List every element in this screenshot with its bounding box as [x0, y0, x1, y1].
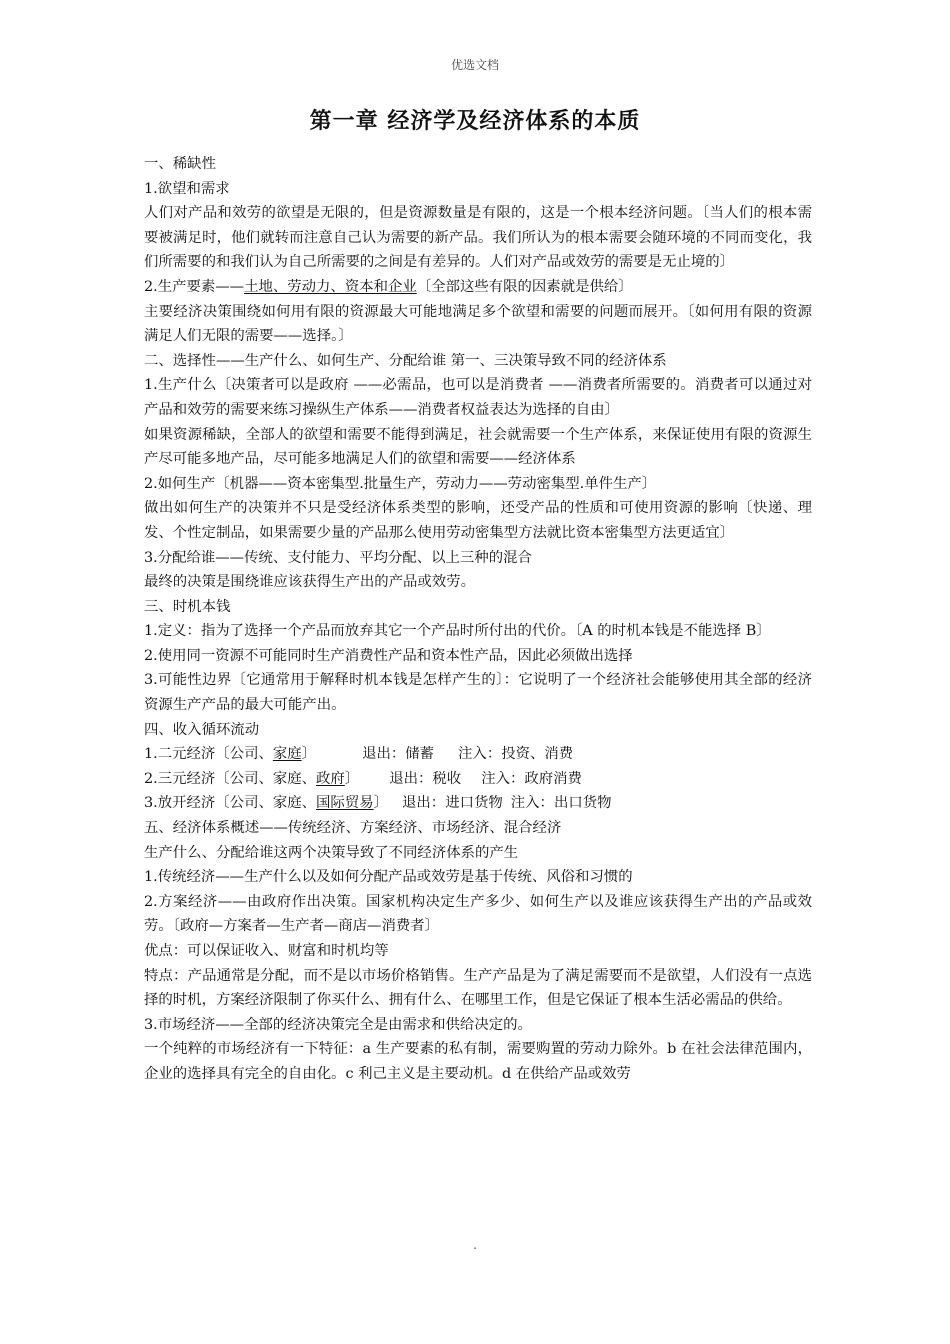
- paragraph: 3.可能性边界〔它通常用于解释时机本钱是怎样产生的〕：它说明了一个经济社会能够使用其全部的经济资源生产产品的最大可能产出。: [144, 672, 812, 714]
- text-run: 3.放开经济〔公司、家庭、: [144, 795, 317, 812]
- underlined-term: 国际贸易: [316, 795, 374, 812]
- document-title: 第一章 经济学及经济体系的本质: [309, 108, 641, 134]
- subsection-heading: 1.欲望和需求: [144, 180, 230, 197]
- paragraph: 2.如何生产〔机器——资本密集型.批量生产，劳动力——劳动密集型.单件生产〕: [144, 475, 657, 492]
- text-run: 2.生产要素——: [144, 278, 245, 295]
- text-run: 注入：投资、消费: [458, 746, 574, 763]
- paragraph: 如果资源稀缺，全部人的欲望和需要不能得到满足，社会就需要一个生产体系，来保证使用有限的资源生产尽可能多地产品，尽可能多地满足人们的欲望和需要——经济体系: [144, 426, 812, 468]
- section-heading: 一、稀缺性: [144, 156, 216, 172]
- text-run: 〔全部这些有限的因素就是供给〕: [416, 278, 633, 295]
- paragraph: 做出如何生产的决策并不只是受经济体系类型的影响，还受产品的性质和可使用资源的影响〔快递、理发、个性定制品，如果需要少量的产品那么使用劳动密集型方法就比资本密集型方法更适宜〕: [144, 500, 812, 541]
- text-run: 〕: [344, 770, 360, 787]
- paragraph: [144, 767, 812, 792]
- paragraph: 主要经济决策围绕如何用有限的资源最大可能地满足多个欲望和需要的问题而展开。〔如何用有限的资源满足人们无限的需要——选择。〕: [144, 303, 812, 345]
- paragraph: 1.定义：指为了选择一个产品而放弃其它一个产品时所付出的代价。〔A 的时机本钱是不能选择 B〕: [144, 623, 771, 640]
- paragraph: 1.生产什么〔决策者可以是政府 ——必需品，也可以是消费者 ——消费者所需要的。消费者可以通过对产品和效劳的需要来练习操纵生产体系——消费者权益表达为选择的自由〕: [144, 377, 812, 418]
- text-run: 注入：政府消费: [481, 770, 582, 787]
- text-run: 〕: [301, 746, 317, 763]
- paragraph: [144, 742, 812, 767]
- text-run: 注入：出口货物: [510, 795, 612, 812]
- document-body: [144, 152, 812, 1087]
- underlined-term: 家庭: [272, 746, 302, 763]
- page-footer: .: [473, 1238, 477, 1252]
- page-header: 优选文档: [450, 58, 499, 72]
- paragraph: [144, 275, 812, 300]
- section-heading: 二、选择性——生产什么、如何生产、分配给谁 第一、三决策导致不同的经济体系: [144, 352, 667, 369]
- paragraph: 1.传统经济——生产什么以及如何分配产品或效劳是基于传统、风俗和习惯的: [144, 869, 633, 886]
- paragraph: 3.分配给谁——传统、支付能力、平均分配、以上三种的混合: [144, 549, 532, 566]
- text-run: 退出：储蓄: [362, 746, 435, 763]
- paragraph: 特点：产品通常是分配，而不是以市场价格销售。生产产品是为了满足需要而不是欲望，人们没有一点选择的时机，方案经济限制了你买什么、拥有什么、在哪里工作，但是它保证了根本生活必需品的供给。: [144, 967, 812, 1009]
- text-run: 2.三元经济〔公司、家庭、: [144, 770, 317, 787]
- paragraph: 最终的决策是围绕谁应该获得生产出的产品或效劳。: [144, 574, 475, 591]
- text-run: 1.二元经济〔公司、: [144, 746, 273, 763]
- section-heading: 三、时机本钱: [144, 598, 231, 615]
- paragraph: 优点：可以保证收入、财富和时机均等: [144, 943, 389, 959]
- paragraph: 一个纯粹的市场经济有一下特征：a 生产要素的私有制，需要购置的劳动力除外。b 在社会法律范围内，企业的选择具有完全的自由化。c 利己主义是主要动机。d 在供给产品或效劳: [144, 1041, 812, 1082]
- section-heading: 五、经济体系概述——传统经济、方案经济、市场经济、混合经济: [144, 820, 562, 837]
- section-heading: 四、收入循环流动: [144, 721, 260, 738]
- text-run: 退出：税收: [389, 770, 462, 787]
- underlined-term: 政府: [316, 770, 345, 787]
- text-run: 退出：进口货物: [402, 795, 503, 812]
- paragraph: 3.市场经济——全部的经济决策完全是由需求和供给决定的。: [144, 1016, 532, 1033]
- paragraph: 2.方案经济——由政府作出决策。国家机构决定生产多少、如何生产以及谁应该获得生产出的产品或效劳。〔政府—方案者—生产者—商店—消费者〕: [144, 893, 812, 935]
- paragraph: 人们对产品和效劳的欲望是无限的，但是资源数量是有限的，这是一个根本经济问题。〔当人们的根本需要被满足时，他们就转而注意自己认为需要的新产品。我们所认为的根本需要会随环境的不同而变化，我们所需要的和我们认为自己所需要的之间是有差异的。人们对产品或效劳的需要是无止境的〕: [144, 205, 812, 271]
- text-run: 〕: [373, 795, 389, 812]
- underlined-term: 土地、劳动力、资本和企业: [244, 278, 417, 295]
- paragraph: 生产什么、分配给谁这两个决策导致了不同经济体系的产生: [144, 844, 519, 861]
- paragraph: [144, 791, 812, 816]
- paragraph: 2.使用同一资源不可能同时生产消费性产品和资本性产品，因此必须做出选择: [144, 647, 633, 664]
